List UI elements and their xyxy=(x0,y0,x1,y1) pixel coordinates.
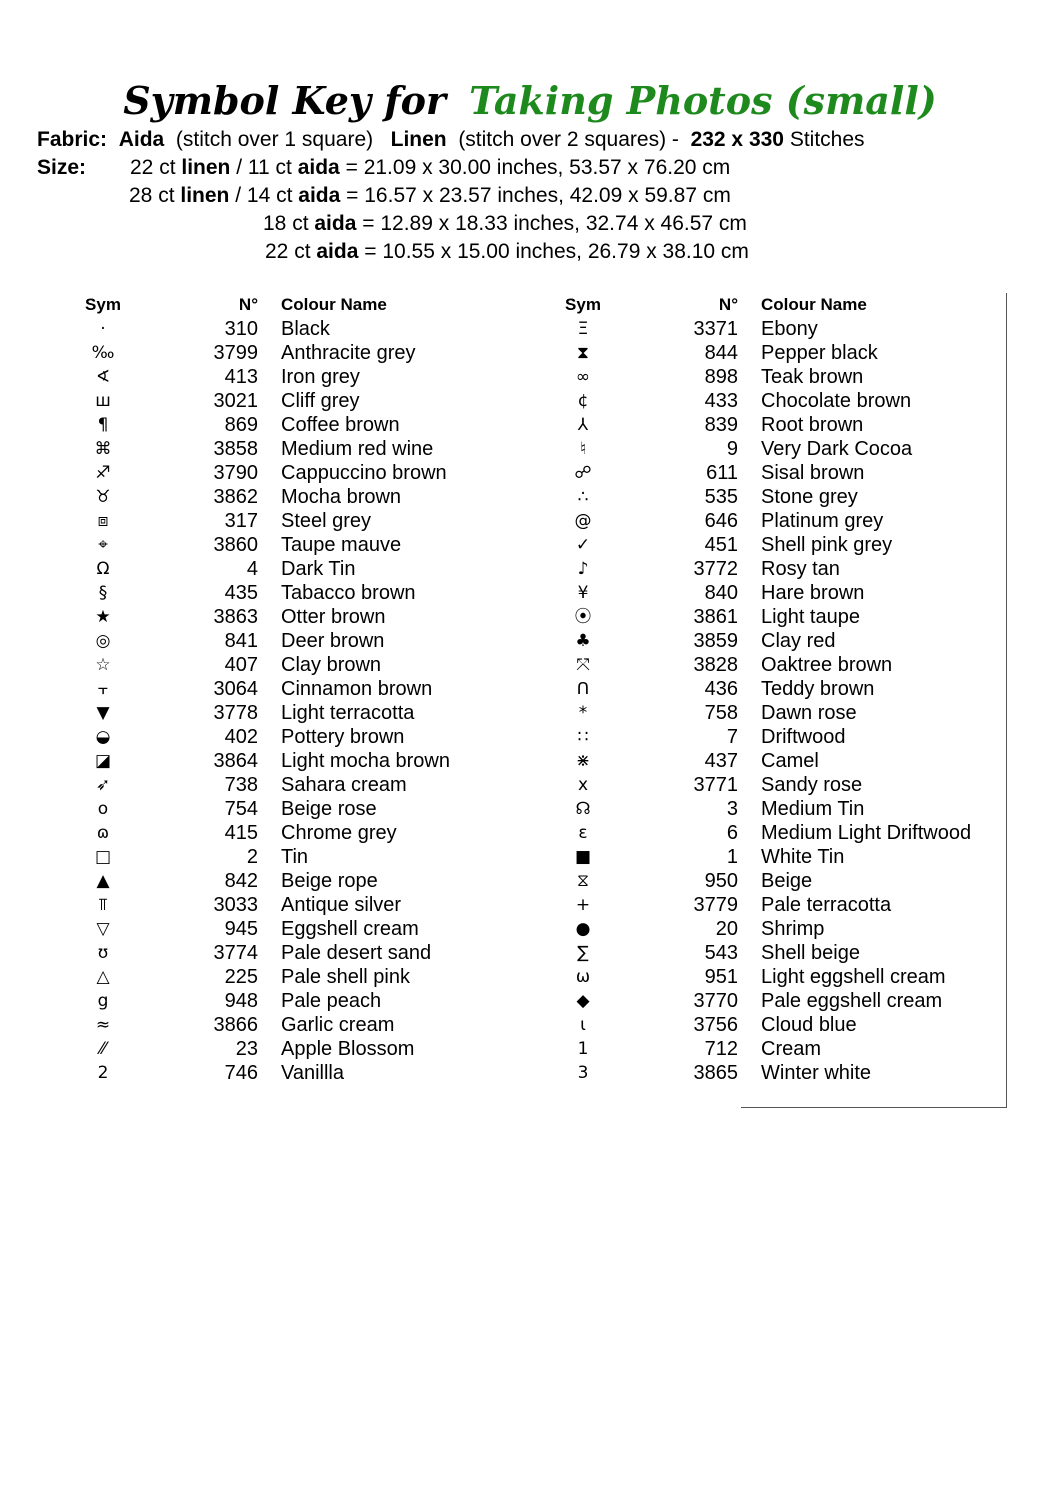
row-symbol: ⋇ xyxy=(575,751,591,771)
row-colour-name: Steel grey xyxy=(281,510,372,532)
row-symbol: ∞ xyxy=(575,367,591,387)
header-name: Colour Name xyxy=(281,295,387,314)
row-symbol: ▼ xyxy=(96,703,110,723)
row-symbol: ∢ xyxy=(95,367,111,387)
row-number: 3866 xyxy=(213,1014,258,1036)
row-symbol: ▲ xyxy=(96,871,110,891)
row-number: 3064 xyxy=(213,678,258,700)
row-colour-name: Medium red wine xyxy=(281,438,434,460)
row-symbol: ■ xyxy=(574,847,592,867)
row-symbol: Ω xyxy=(96,559,110,579)
row-number: 746 xyxy=(224,1062,258,1084)
page-title xyxy=(0,76,1060,126)
row-colour-name: Black xyxy=(281,318,330,340)
row-number: 844 xyxy=(704,342,738,364)
row-number: 951 xyxy=(704,966,738,988)
row-colour-name: Deer brown xyxy=(281,630,385,652)
row-colour-name: Garlic cream xyxy=(281,1014,395,1036)
row-colour-name: Pottery brown xyxy=(281,726,405,748)
row-number: 842 xyxy=(224,870,258,892)
row-colour-name: Clay red xyxy=(761,630,836,652)
row-number: 3858 xyxy=(213,438,258,460)
row-symbol: Ξ xyxy=(577,319,589,339)
row-number: 840 xyxy=(704,582,738,604)
row-colour-name: Light mocha brown xyxy=(281,750,450,772)
row-colour-name: Dark Tin xyxy=(281,558,356,580)
row-symbol: ʊ xyxy=(97,943,109,963)
row-symbol: ‰ xyxy=(91,343,115,363)
row-symbol: ▽ xyxy=(96,919,110,939)
row-number: 738 xyxy=(224,774,258,796)
row-number: 9 xyxy=(726,438,738,460)
row-colour-name: Taupe mauve xyxy=(281,534,402,556)
row-symbol: ♉ xyxy=(95,487,111,507)
row-symbol: ☍ xyxy=(574,463,592,483)
row-symbol: ⧗ xyxy=(577,343,589,363)
size-line-1 xyxy=(37,154,730,182)
row-symbol: ⌖ xyxy=(98,535,108,555)
row-number: 841 xyxy=(224,630,258,652)
row-symbol: · xyxy=(100,319,106,339)
row-number: 415 xyxy=(224,822,258,844)
row-colour-name: Rosy tan xyxy=(761,558,840,580)
row-colour-name: Hare brown xyxy=(761,582,865,604)
row-colour-name: Clay brown xyxy=(281,654,382,676)
row-colour-name: Otter brown xyxy=(281,606,386,628)
header-name: Colour Name xyxy=(761,295,867,314)
row-colour-name: Beige xyxy=(761,870,813,892)
row-number: 898 xyxy=(704,366,738,388)
row-number: 451 xyxy=(704,534,738,556)
row-symbol: ¶ xyxy=(97,415,109,435)
row-colour-name: Light terracotta xyxy=(281,702,415,724)
row-colour-name: Beige rose xyxy=(281,798,377,820)
row-symbol: ➶ xyxy=(95,775,111,795)
row-symbol: ◒ xyxy=(95,727,111,747)
row-colour-name: Coffee brown xyxy=(281,414,400,436)
row-number: 754 xyxy=(224,798,258,820)
row-colour-name: Driftwood xyxy=(761,726,846,748)
row-number: 6 xyxy=(726,822,738,844)
fabric-linen-note: (stitch over 2 squares) - xyxy=(458,128,679,151)
pattern-name: Taking Photos (small) xyxy=(469,78,937,123)
row-symbol: g xyxy=(97,991,109,1011)
row-colour-name: Shell beige xyxy=(761,942,860,964)
size-line-4 xyxy=(37,238,749,266)
size-label: Size: xyxy=(37,156,87,179)
row-symbol: △ xyxy=(96,967,110,987)
row-colour-name: Winter white xyxy=(761,1062,872,1084)
row-number: 839 xyxy=(704,414,738,436)
row-colour-name: Chocolate brown xyxy=(761,390,912,412)
row-number: 3774 xyxy=(213,942,258,964)
row-colour-name: Tin xyxy=(281,846,309,868)
row-number: 433 xyxy=(704,390,738,412)
fabric-label: Fabric: xyxy=(37,128,108,151)
row-symbol: ☊ xyxy=(575,799,591,819)
row-symbol: ⦿ xyxy=(574,607,592,627)
row-symbol: + xyxy=(575,895,591,915)
row-colour-name: Stone grey xyxy=(761,486,858,508)
row-symbol: 1 xyxy=(577,1039,589,1059)
row-colour-name: Camel xyxy=(761,750,819,772)
row-number: 3828 xyxy=(693,654,738,676)
row-symbol: ◎ xyxy=(95,631,111,651)
row-number: 7 xyxy=(726,726,738,748)
size-fabric: aida xyxy=(297,156,340,179)
row-number: 20 xyxy=(715,918,738,940)
row-symbol: □ xyxy=(94,847,112,867)
row-symbol: ♐ xyxy=(95,463,111,483)
row-colour-name: Cream xyxy=(761,1038,822,1060)
row-symbol: ⫪ xyxy=(98,895,108,915)
row-number: 437 xyxy=(704,750,738,772)
row-colour-name: Light eggshell cream xyxy=(761,966,946,988)
row-colour-name: Pale terracotta xyxy=(761,894,892,916)
row-symbol: ɩ xyxy=(580,1015,586,1035)
size-count: 18 ct xyxy=(263,212,309,235)
fabric-aida: Aida xyxy=(118,128,165,151)
row-colour-name: Sahara cream xyxy=(281,774,407,796)
stitch-suffix: Stitches xyxy=(789,128,865,151)
row-number: 435 xyxy=(224,582,258,604)
size-fabric: aida xyxy=(298,184,341,207)
size-count: 22 ct xyxy=(265,240,311,263)
row-number: 948 xyxy=(224,990,258,1012)
row-symbol: ш xyxy=(95,391,111,411)
size-fabric: aida xyxy=(316,240,359,263)
row-number: 3859 xyxy=(693,630,738,652)
row-number: 712 xyxy=(704,1038,738,1060)
row-number: 4 xyxy=(246,558,258,580)
row-number: 945 xyxy=(224,918,258,940)
row-symbol: ♣ xyxy=(575,631,591,651)
row-symbol: 3 xyxy=(577,1063,589,1083)
fabric-line xyxy=(37,126,865,154)
row-symbol: ● xyxy=(575,919,591,939)
row-colour-name: Pepper black xyxy=(761,342,878,364)
table-border-bottom xyxy=(741,1107,1007,1108)
row-number: 3770 xyxy=(693,990,738,1012)
row-colour-name: White Tin xyxy=(761,846,845,868)
row-symbol: ∴ xyxy=(577,487,589,507)
row-symbol: ⧖ xyxy=(577,871,589,891)
row-symbol: ⁄⁄ xyxy=(100,1039,106,1059)
row-colour-name: Iron grey xyxy=(281,366,360,388)
row-colour-name: Tabacco brown xyxy=(281,582,416,604)
fabric-aida-note: (stitch over 1 square) xyxy=(175,128,374,151)
row-colour-name: Teddy brown xyxy=(761,678,875,700)
row-symbol: ∷ xyxy=(577,727,589,747)
row-symbol: ¥ xyxy=(577,583,589,603)
row-number: 3772 xyxy=(693,558,738,580)
row-number: 3862 xyxy=(213,486,258,508)
row-number: 3771 xyxy=(693,774,738,796)
row-symbol: ε xyxy=(578,823,588,843)
row-number: 3865 xyxy=(693,1062,738,1084)
row-colour-name: Medium Tin xyxy=(761,798,865,820)
title-prefix: Symbol Key for xyxy=(123,78,446,123)
row-symbol: ◪ xyxy=(94,751,112,771)
row-symbol: 2 xyxy=(97,1063,109,1083)
row-number: 3371 xyxy=(693,318,738,340)
row-symbol: ☆ xyxy=(95,655,111,675)
size-fabric: linen xyxy=(180,184,230,207)
row-colour-name: Antique silver xyxy=(281,894,402,916)
row-symbol: ◆ xyxy=(576,991,590,1011)
row-symbol: o xyxy=(97,799,109,819)
row-colour-name: Dawn rose xyxy=(761,702,857,724)
row-number: 3021 xyxy=(213,390,258,412)
row-symbol: ⫟ xyxy=(97,679,109,699)
row-colour-name: Teak brown xyxy=(761,366,864,388)
size-count: / 11 ct xyxy=(236,156,292,179)
row-number: 402 xyxy=(224,726,258,748)
row-colour-name: Mocha brown xyxy=(281,486,402,508)
row-number: 310 xyxy=(224,318,258,340)
row-symbol: ⌘ xyxy=(94,439,112,459)
row-number: 3861 xyxy=(693,606,738,628)
size-dimensions: = 10.55 x 15.00 inches, 26.79 x 38.10 cm xyxy=(364,240,749,263)
row-colour-name: Root brown xyxy=(761,414,864,436)
row-colour-name: Pale shell pink xyxy=(281,966,410,988)
row-colour-name: Sisal brown xyxy=(761,462,865,484)
header-sym: Sym xyxy=(85,295,121,314)
row-colour-name: Light taupe xyxy=(761,606,860,628)
row-number: 3756 xyxy=(693,1014,738,1036)
row-number: 535 xyxy=(704,486,738,508)
row-number: 225 xyxy=(224,966,258,988)
size-count: 28 ct xyxy=(129,184,175,207)
row-number: 646 xyxy=(704,510,738,532)
row-number: 950 xyxy=(704,870,738,892)
row-number: 3033 xyxy=(213,894,258,916)
row-number: 1 xyxy=(726,846,738,868)
row-colour-name: Apple Blossom xyxy=(281,1038,415,1060)
header-num: N° xyxy=(718,295,738,314)
row-colour-name: Platinum grey xyxy=(761,510,884,532)
row-number: 758 xyxy=(704,702,738,724)
row-colour-name: Oaktree brown xyxy=(761,654,893,676)
size-line-3 xyxy=(37,210,747,238)
row-colour-name: Eggshell cream xyxy=(281,918,419,940)
row-symbol: ♪ xyxy=(577,559,589,579)
row-colour-name: Vanillla xyxy=(281,1062,344,1084)
row-symbol: § xyxy=(98,583,108,603)
row-symbol: x xyxy=(577,775,589,795)
row-symbol: ✓ xyxy=(575,535,591,555)
row-symbol: ⤧ xyxy=(576,655,590,675)
row-number: 3778 xyxy=(213,702,258,724)
size-fabric: aida xyxy=(314,212,357,235)
row-colour-name: Pale eggshell cream xyxy=(761,990,943,1012)
row-number: 407 xyxy=(224,654,258,676)
row-symbol: ♮ xyxy=(579,439,587,459)
row-number: 23 xyxy=(235,1038,258,1060)
row-number: 317 xyxy=(224,510,258,532)
size-count: / 14 ct xyxy=(235,184,293,207)
size-dimensions: = 16.57 x 23.57 inches, 42.09 x 59.87 cm xyxy=(346,184,731,207)
row-symbol: ɷ xyxy=(96,823,110,843)
size-line-2 xyxy=(37,182,731,210)
row-colour-name: Shrimp xyxy=(761,918,825,940)
row-colour-name: Cliff grey xyxy=(281,390,360,412)
row-number: 3779 xyxy=(693,894,738,916)
fabric-linen: Linen xyxy=(390,128,447,151)
row-number: 436 xyxy=(704,678,738,700)
row-colour-name: Pale desert sand xyxy=(281,942,432,964)
row-colour-name: Anthracite grey xyxy=(281,342,416,364)
row-number: 611 xyxy=(706,462,738,484)
row-colour-name: Beige rope xyxy=(281,870,378,892)
row-colour-name: Sandy rose xyxy=(761,774,863,796)
size-dimensions: = 21.09 x 30.00 inches, 53.57 x 76.20 cm xyxy=(345,156,731,179)
row-number: 3799 xyxy=(213,342,258,364)
row-symbol: ᑎ xyxy=(576,679,590,699)
size-fabric: linen xyxy=(181,156,231,179)
row-colour-name: Shell pink grey xyxy=(761,534,893,556)
row-symbol: ⅄ xyxy=(577,415,589,435)
row-colour-name: Medium Light Driftwood xyxy=(761,822,972,844)
row-colour-name: Cloud blue xyxy=(761,1014,857,1036)
row-number: 3860 xyxy=(213,534,258,556)
row-symbol: ★ xyxy=(95,607,111,627)
header-sym: Sym xyxy=(565,295,601,314)
table-border-right xyxy=(1006,293,1007,1108)
size-dimensions: = 12.89 x 18.33 inches, 32.74 x 46.57 cm xyxy=(362,212,747,235)
row-symbol: ∑ xyxy=(577,943,589,963)
row-number: 869 xyxy=(224,414,258,436)
row-colour-name: Cappuccino brown xyxy=(281,462,447,484)
row-number: 3863 xyxy=(213,606,258,628)
row-number: 3864 xyxy=(213,750,258,772)
row-colour-name: Very Dark Cocoa xyxy=(761,438,913,460)
row-symbol: ω xyxy=(575,967,591,987)
row-colour-name: Pale peach xyxy=(281,990,382,1012)
row-symbol: @ xyxy=(574,511,592,531)
row-number: 2 xyxy=(246,846,258,868)
row-symbol: ≈ xyxy=(95,1015,111,1035)
header-num: N° xyxy=(238,295,258,314)
row-colour-name: Ebony xyxy=(761,318,818,340)
row-colour-name: Cinnamon brown xyxy=(281,678,433,700)
row-number: 3 xyxy=(726,798,738,820)
row-number: 543 xyxy=(704,942,738,964)
row-symbol: ⧈ xyxy=(97,511,109,531)
row-symbol: * xyxy=(578,703,588,723)
row-number: 3790 xyxy=(213,462,258,484)
row-number: 413 xyxy=(224,366,258,388)
size-count: 22 ct xyxy=(130,156,176,179)
row-colour-name: Chrome grey xyxy=(281,822,397,844)
row-symbol: ¢ xyxy=(577,391,589,411)
stitch-count: 232 x 330 xyxy=(690,128,784,151)
